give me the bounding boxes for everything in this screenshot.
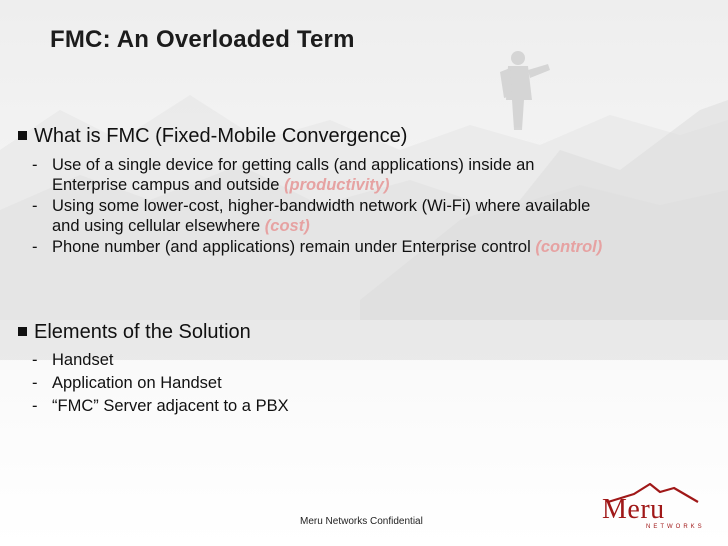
square-bullet-icon xyxy=(18,327,27,336)
square-bullet-icon xyxy=(18,131,27,140)
dash-bullet: - xyxy=(32,374,38,392)
slide-title: FMC: An Overloaded Term xyxy=(50,26,355,53)
heading-text: What is FMC (Fixed-Mobile Convergence) xyxy=(34,125,408,147)
item-text: Phone number (and applications) remain under Enterprise control xyxy=(52,238,536,256)
section-what-is-fmc xyxy=(18,124,728,258)
list-item xyxy=(32,237,728,257)
item-text: Application on Handset xyxy=(52,374,222,392)
item-text-line1: Use of a single device for getting calls (and applications) inside an xyxy=(52,156,535,174)
dash-bullet: - xyxy=(32,156,38,174)
item-text: Handset xyxy=(52,351,114,369)
dash-bullet: - xyxy=(32,397,38,415)
logo-subtext: NETWORKS xyxy=(646,524,705,530)
section-heading xyxy=(18,320,728,344)
list-item xyxy=(32,373,728,393)
list-item xyxy=(32,196,728,236)
section-elements xyxy=(18,320,728,419)
logo-wordmark: Meru xyxy=(602,494,665,525)
emphasis-text: (control) xyxy=(535,238,603,256)
footer-confidential: Meru Networks Confidential xyxy=(300,516,423,527)
item-text-line2: Enterprise campus and outside xyxy=(52,176,285,194)
emphasis-text: (cost) xyxy=(264,217,310,235)
emphasis-text: (productivity) xyxy=(284,176,390,194)
list-item xyxy=(32,396,728,416)
dash-bullet: - xyxy=(32,197,38,215)
dash-bullet: - xyxy=(32,351,38,369)
section-heading xyxy=(18,124,728,148)
item-text: “FMC” Server adjacent to a PBX xyxy=(52,397,289,415)
heading-text: Elements of the Solution xyxy=(34,321,251,343)
item-text-line2: and using cellular elsewhere xyxy=(52,217,265,235)
dash-bullet: - xyxy=(32,238,38,256)
meru-networks-logo xyxy=(594,480,714,530)
list-item xyxy=(32,155,728,195)
list-item xyxy=(32,350,728,370)
item-text-line1: Using some lower-cost, higher-bandwidth network (Wi-Fi) where available xyxy=(52,197,591,215)
